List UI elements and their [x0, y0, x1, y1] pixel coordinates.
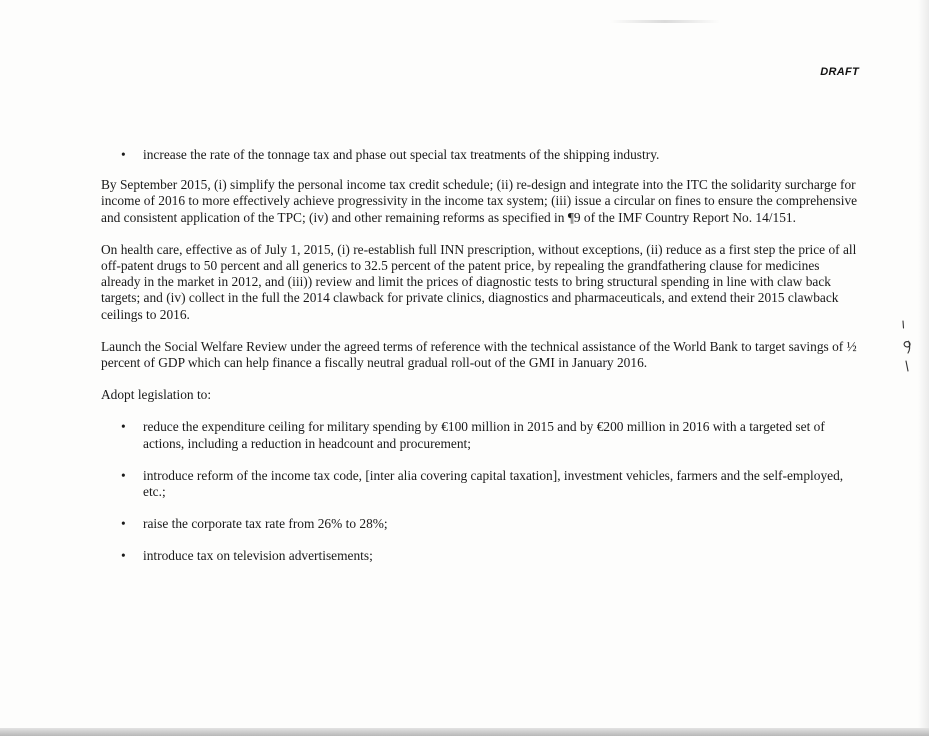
bullet-marker: • [121, 419, 126, 435]
bullet-text: introduce reform of the income tax code, [inter alia covering capital taxation], investment vehicles, farmers and the self-employed, etc.; [143, 467, 844, 500]
paragraph-september-2015: By September 2015, (i) simplify the personal income tax credit schedule; (ii) re-design and integrate into the ITC the solidarity surcharge for income of 2016 to more effectively achieve progressivity in the income tax system; (iii) issue a circular on fines to ensure the comprehensive and consistent application of the TPC; (iv) and other remaining reforms as specified in ¶9 of the IMF Country Report No. 14/151. [101, 177, 858, 225]
bullet-item-corporate-tax [101, 516, 861, 532]
scan-shadow-bottom [0, 728, 929, 736]
bullet-item-tonnage-tax [101, 147, 861, 163]
paragraph-social-welfare: Launch the Social Welfare Review under the agreed terms of reference with the technical assistance of the World Bank to target savings of ½ percent of GDP which can help finance a fiscally neutral gradual roll-out of the GMI in January 2016. [101, 338, 857, 371]
scan-artifact-top [610, 20, 720, 23]
bullet-marker: • [121, 548, 126, 564]
draft-label: DRAFT [820, 66, 859, 78]
bullet-text: introduce tax on television advertisements; [143, 548, 373, 564]
bullet-item-tv-advertisement-tax [101, 548, 861, 564]
paragraph-adopt-legislation: Adopt legislation to: [101, 387, 212, 403]
bullet-marker: • [121, 147, 126, 162]
bullet-text: raise the corporate tax rate from 26% to 28%; [143, 516, 388, 532]
bullet-marker: • [121, 467, 126, 483]
document-body [101, 147, 861, 581]
paragraph-health-care: On health care, effective as of July 1, 2015, (i) re-establish full INN prescription, without exceptions, (ii) reduce as a first step the price of all off-patent drugs to 50 percent and all generics to 32.5 percent of the patent price, by repealing the grandfathering clause for medicines already in the market in 2012, and (iii)) review and limit the prices of diagnostic tests to bring structural spending in line with claw back targets; and (iv) collect in the full the 2014 clawback for private clinics, diagnostics and pharmaceuticals, and extend their 2015 clawback ceilings to 2016. [101, 241, 857, 322]
bullet-marker: • [121, 516, 126, 532]
handwritten-page-number [898, 318, 918, 376]
bullet-item-income-tax-reform [101, 468, 861, 500]
bullet-item-military-spending [101, 419, 861, 451]
bullet-text: increase the rate of the tonnage tax and phase out special tax treatments of the shipping industry. [143, 147, 660, 162]
scan-shadow-right [918, 0, 929, 736]
bullet-text: reduce the expenditure ceiling for military spending by €100 million in 2015 and by €200 million in 2016 with a targeted set of actions, including a reduction in headcount and procurement; [143, 419, 825, 451]
